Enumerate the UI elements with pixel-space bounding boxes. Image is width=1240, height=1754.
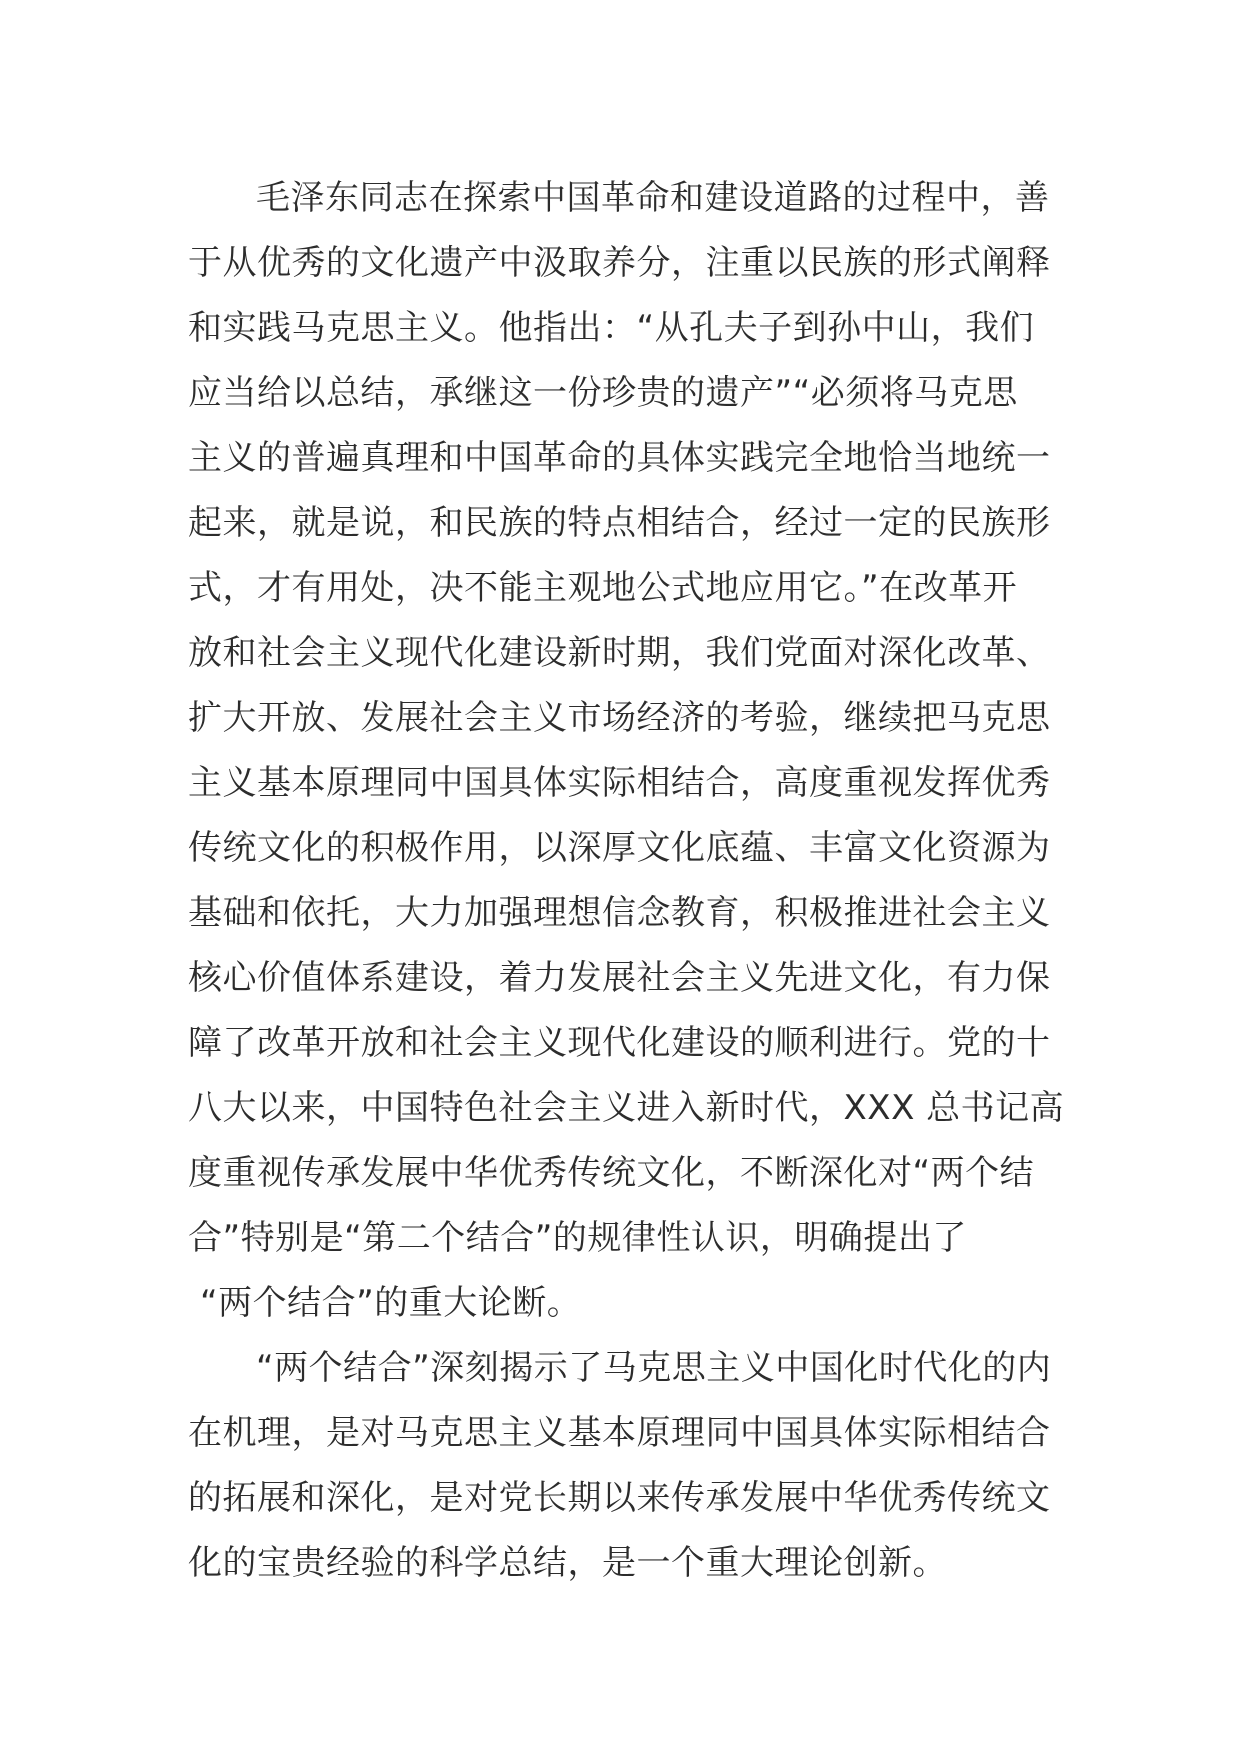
text-line: 障了改革开放和社会主义现代化建设的顺利进行。党的十 (188, 1023, 1051, 1063)
text-line: 和实践马克思主义。他指出：“从孔夫子到孙中山，我们 (188, 308, 1035, 348)
text-line: 八大以来，中国特色社会主义进入新时代，XXX 总书记高 (188, 1088, 1065, 1128)
text-line: 在机理，是对马克思主义基本原理同中国具体实际相结合 (188, 1413, 1051, 1453)
text-line: “两个结合”的重大论断。 (200, 1283, 582, 1323)
text-line: 式，才有用处，决不能主观地公式地应用它。”在改革开 (188, 568, 1018, 608)
text-line: 主义基本原理同中国具体实际相结合，高度重视发挥优秀 (188, 763, 1051, 803)
text-line: 度重视传承发展中华优秀传统文化，不断深化对“两个结 (188, 1153, 1035, 1193)
text-line: 合”特别是“第二个结合”的规律性认识，明确提出了 (188, 1218, 967, 1258)
text-line: 的拓展和深化，是对党长期以来传承发展中华优秀传统文 (188, 1478, 1051, 1518)
text-line: 基础和依托，大力加强理想信念教育，积极推进社会主义 (188, 893, 1051, 933)
text-line: 核心价值体系建设，着力发展社会主义先进文化，有力保 (188, 958, 1051, 998)
text-line: 传统文化的积极作用，以深厚文化底蕴、丰富文化资源为 (188, 828, 1051, 868)
text-line: “两个结合”深刻揭示了马克思主义中国化时代化的内 (256, 1348, 1052, 1388)
text-line: 应当给以总结，承继这一份珍贵的遗产”“必须将马克思 (188, 373, 1018, 413)
text-line: 主义的普遍真理和中国革命的具体实践完全地恰当地统一 (188, 438, 1051, 478)
text-line: 于从优秀的文化遗产中汲取养分，注重以民族的形式阐释 (188, 243, 1051, 283)
text-line: 起来，就是说，和民族的特点相结合，经过一定的民族形 (188, 503, 1051, 543)
text-line: 毛泽东同志在探索中国革命和建设道路的过程中，善 (256, 178, 1050, 218)
text-line: 化的宝贵经验的科学总结，是一个重大理论创新。 (188, 1543, 947, 1583)
text-line: 放和社会主义现代化建设新时期，我们党面对深化改革、 (188, 633, 1051, 673)
body-text (188, 166, 1065, 1596)
text-line: 扩大开放、发展社会主义市场经济的考验，继续把马克思 (188, 698, 1051, 738)
